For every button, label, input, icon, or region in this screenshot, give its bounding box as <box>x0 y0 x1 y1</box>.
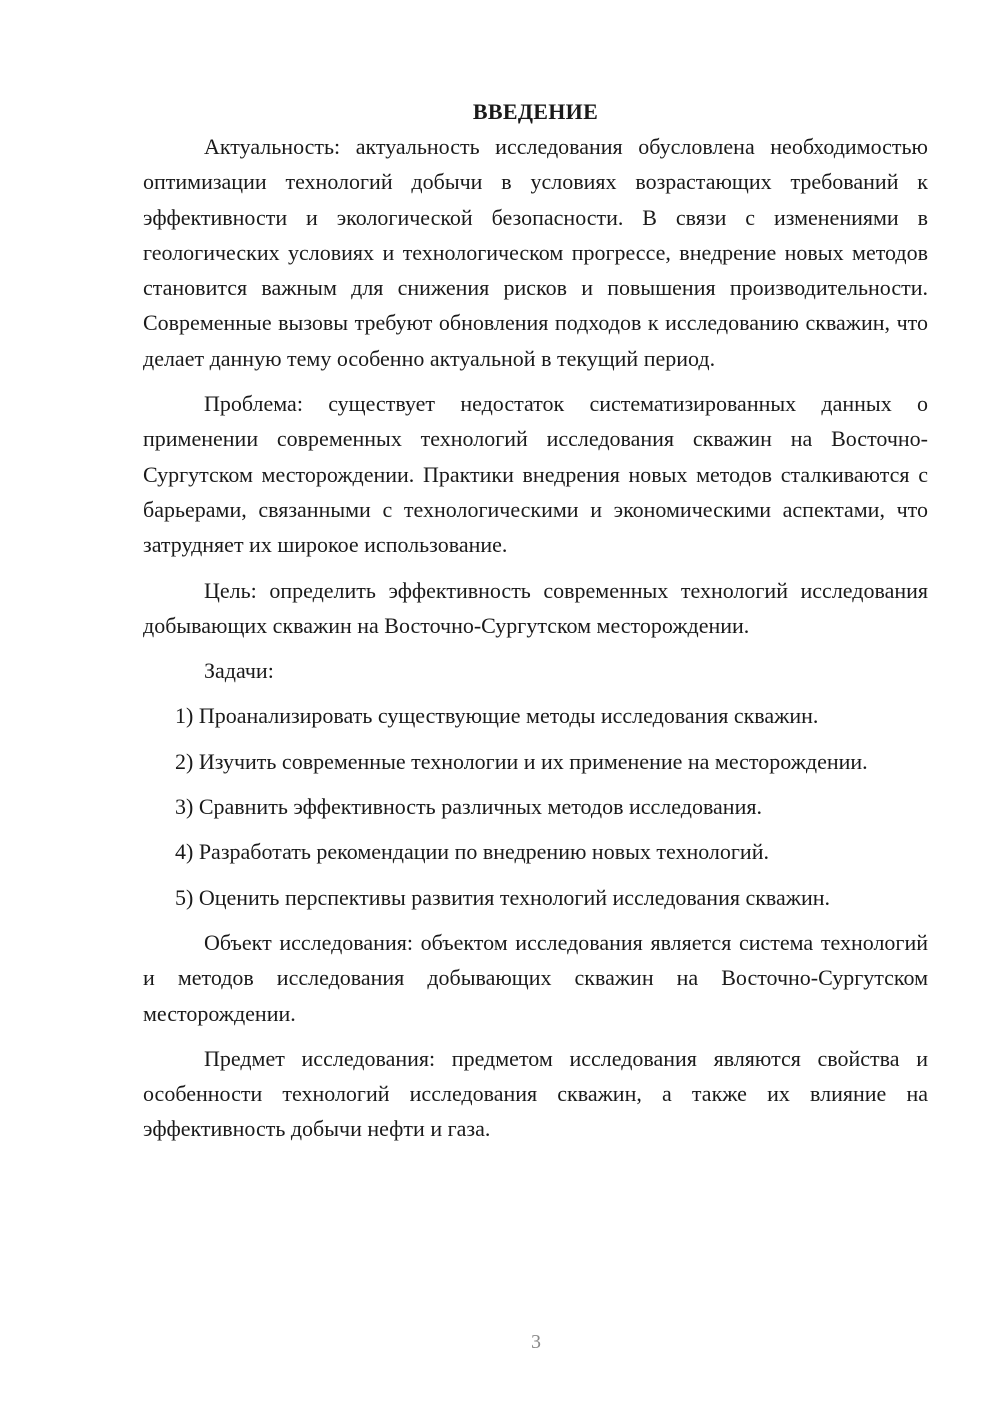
relevance-paragraph: Актуальность: актуальность исследования обусловлена необходимостью оптимизации технологий добычи в условиях возрастающих требований к эффективности и экологической безопасности. В связи с изменениями в геологических условиях и технологическом прогрессе, внедрение новых методов становится важным для снижения рисков и повышения производительности. Современные вызовы требуют обновления подходов к исследованию скважин, что делает данную тему особенно актуальной в текущий период. <box>143 134 928 371</box>
task-item-3: 3) Сравнить эффективность различных методов исследования. <box>175 794 762 820</box>
subject-paragraph: Предмет исследования: предметом исследования являются свойства и особенности технологий исследования скважин, а также их влияние на эффективность добычи нефти и газа. <box>143 1045 928 1142</box>
section-heading: ВВЕДЕНИЕ <box>472 99 599 124</box>
task-item-5: 5) Оценить перспективы развития технологий исследования скважин. <box>175 884 831 910</box>
task-item-2: 2) Изучить современные технологии и их применение на месторождении. <box>175 748 868 774</box>
task-item-4: 4) Разработать рекомендации по внедрению новых технологий. <box>175 839 769 865</box>
task-item-1: 1) Проанализировать существующие методы исследования скважин. <box>175 703 819 729</box>
problem-paragraph: Проблема: существует недостаток систематизированных данных о применении современных технологий исследования скважин на Восточно-Сургутском месторождении. Практики внедрения новых методов сталкиваются с барьерами, связанными с технологическими и экономическими аспектами, что затрудняет их широкое использование. <box>143 391 928 558</box>
page-content <box>143 94 928 1147</box>
object-paragraph: Объект исследования: объектом исследования является система технологий и методов исследования добывающих скважин на Восточно-Сургутском месторождении. <box>143 929 928 1026</box>
page-number: 3 <box>531 1331 541 1353</box>
goal-paragraph: Цель: определить эффективность современных технологий исследования добывающих скважин на Восточно-Сургутском месторождении. <box>143 577 928 638</box>
tasks-label: Задачи: <box>204 658 274 684</box>
